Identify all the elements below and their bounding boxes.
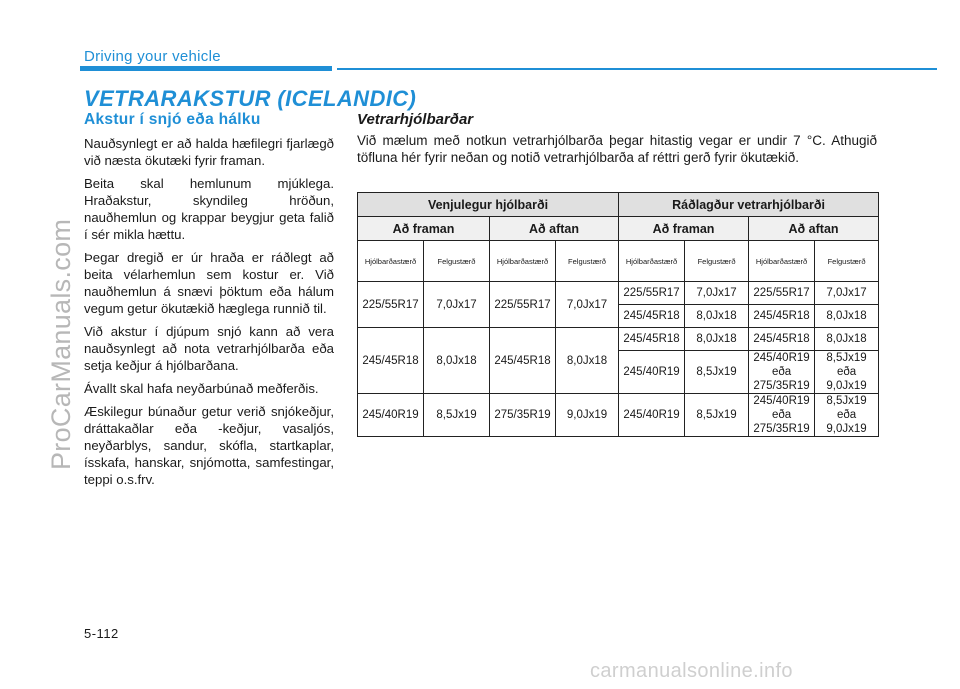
side-watermark [8, 0, 76, 689]
paragraph: Ávallt skal hafa neyðarbúnað meðferðis. [84, 381, 319, 396]
left-column [84, 111, 334, 494]
winter-tire-cell: 7,0Jx17 [685, 282, 749, 305]
standard-tire-cell: 9,0Jx19 [556, 394, 619, 437]
winter-tire-cell: 7,0Jx17 [815, 282, 879, 305]
winter-tires-intro: Við mælum með notkun vetrarhjólbarða þegar hitastig vegar er undir 7 °C. Athugið töfluna hér fyrir neðan og notið vetrarhjólbarða af réttri gerð fyrir ökutækið. [357, 133, 877, 165]
paragraph: Við akstur í djúpum snjó kann að vera nauðsynlegt að nota vetrarhjólbarða eða setja keðjur á hjólbarðana. [84, 324, 334, 373]
winter-tire-cell: 8,5Jx19 eða 9,0Jx19 [815, 394, 879, 437]
standard-tire-cell: 8,5Jx19 [424, 394, 490, 437]
paragraph: Beita skal hemlunum mjúklega. Hraðakstur, skyndileg hröðun, nauðhemlun og krappar beygjur geta falið í sér mikla hættu. [84, 176, 334, 242]
header-rule-thin [337, 68, 937, 70]
standard-tire-cell: 8,0Jx18 [424, 328, 490, 394]
standard-tire-cell: 7,0Jx17 [424, 282, 490, 328]
column-header: Felgustærð [556, 241, 619, 282]
winter-tire-cell: 245/45R18 [619, 305, 685, 328]
standard-tire-cell: 8,0Jx18 [556, 328, 619, 394]
page-number: 5-112 [84, 626, 119, 641]
sub-header: Að framan [619, 217, 749, 241]
winter-tire-cell: 245/45R18 [619, 328, 685, 351]
standard-tire-cell: 7,0Jx17 [556, 282, 619, 328]
winter-tire-cell: 245/40R19 [619, 351, 685, 394]
winter-tire-cell: 225/55R17 [619, 282, 685, 305]
winter-tire-cell: 8,5Jx19 [685, 351, 749, 394]
snow-driving-heading: Akstur í snjó eða hálku [84, 111, 261, 128]
winter-tire-cell: 225/55R17 [749, 282, 815, 305]
standard-tire-cell: 245/45R18 [490, 328, 556, 394]
winter-tire-cell: 8,0Jx18 [685, 328, 749, 351]
standard-tire-cell: 245/40R19 [358, 394, 424, 437]
paragraph: Nauðsynlegt er að halda hæfilegri fjarlægð við næsta ökutæki fyrir framan. [84, 136, 334, 168]
standard-tire-cell: 225/55R17 [490, 282, 556, 328]
chapter-title: VETRARAKSTUR (ICELANDIC) [84, 86, 417, 111]
sub-header: Að aftan [490, 217, 619, 241]
winter-tire-cell: 245/45R18 [749, 305, 815, 328]
winter-tire-cell: 8,5Jx19 eða 9,0Jx19 [815, 351, 879, 394]
table-row [358, 328, 879, 351]
column-header: Felgustærð [815, 241, 879, 282]
winter-tire-cell: 245/40R19 eða 275/35R19 [749, 351, 815, 394]
winter-tires-heading: Vetrarhjólbarðar [357, 111, 474, 128]
winter-tire-cell: 8,5Jx19 [685, 394, 749, 437]
paragraph: Þegar dregið er úr hraða er ráðlegt að beita vélarhemlun sem kostur er. Við nauðhemlun á snævi þöktum eða hálum vegum getur ökutækið hæglega runnið til. [84, 250, 334, 316]
group-header-winter: Ráðlagður vetrarhjólbarði [619, 193, 879, 217]
winter-tire-cell: 245/40R19 [619, 394, 685, 437]
standard-tire-cell: 225/55R17 [358, 282, 424, 328]
column-header: Felgustærð [685, 241, 749, 282]
winter-tire-cell: 8,0Jx18 [685, 305, 749, 328]
column-header: Felgustærð [424, 241, 490, 282]
table-row [358, 282, 879, 305]
right-column [357, 111, 877, 166]
winter-tire-cell: 245/45R18 [749, 328, 815, 351]
group-header-standard: Venjulegur hjólbarði [358, 193, 619, 217]
table-row [358, 394, 879, 437]
winter-tire-cell: 245/40R19 eða 275/35R19 [749, 394, 815, 437]
bottom-watermark: carmanualsonline.info [590, 660, 793, 682]
sub-header: Að aftan [749, 217, 879, 241]
standard-tire-cell: 275/35R19 [490, 394, 556, 437]
header-rule-thick [80, 66, 332, 71]
standard-tire-cell: 245/45R18 [358, 328, 424, 394]
column-header: Hjólbarðastærð [749, 241, 815, 282]
winter-tire-table [357, 192, 879, 437]
winter-tire-cell: 8,0Jx18 [815, 305, 879, 328]
section-label: Driving your vehicle [84, 48, 221, 65]
column-header: Hjólbarðastærð [490, 241, 556, 282]
side-watermark-text: ProCarManuals.com [46, 218, 76, 470]
column-header: Hjólbarðastærð [619, 241, 685, 282]
winter-tire-cell: 8,0Jx18 [815, 328, 879, 351]
paragraph: Æskilegur búnaður getur verið snjókeðjur, dráttakaðlar eða -keðjur, vasaljós, neyðarblys, sandur, skófla, startkaplar, ísskafa, hanskar, snjómotta, samfestingar, teppi o.s.frv. [84, 404, 334, 487]
sub-header: Að framan [358, 217, 490, 241]
column-header: Hjólbarðastærð [358, 241, 424, 282]
